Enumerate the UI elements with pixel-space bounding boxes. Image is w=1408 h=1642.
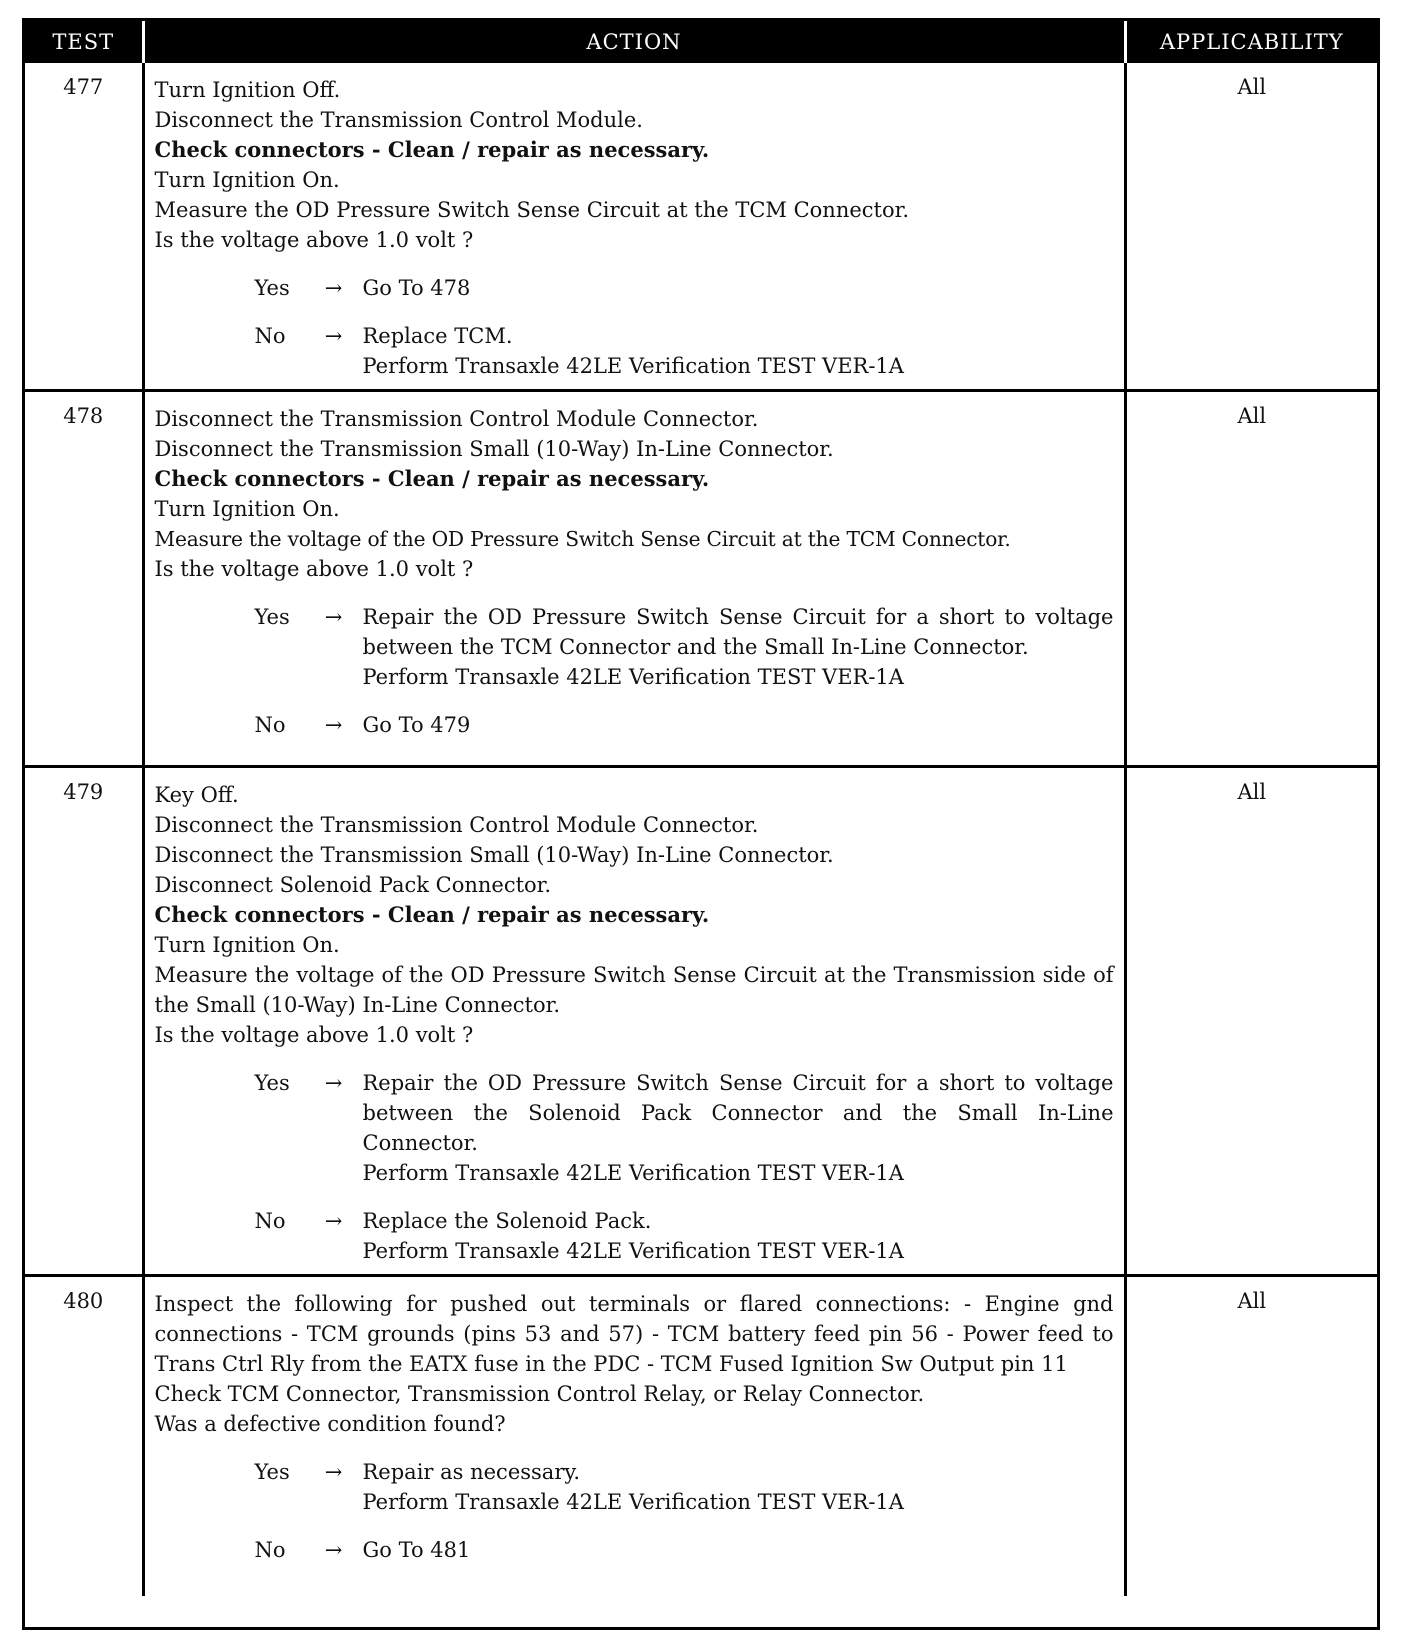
answer-no <box>255 710 1114 740</box>
answer-result <box>363 1068 1114 1188</box>
answer-label: Yes <box>254 1071 290 1095</box>
answer-label: No <box>254 324 286 348</box>
applicability-value: All <box>1125 63 1377 391</box>
answer-yes <box>255 1457 1114 1517</box>
action-step: Inspect the following for pushed out terminals or flared connections: - Engine gnd connections - TCM grounds (pins 53 and 57) - TCM battery feed pin 56 - Power feed to Trans Ctrl Rly from the EATX fuse in the PDC - TCM Fused Ignition Sw Output pin 11 <box>154 1292 1114 1376</box>
action-question: Was a defective condition found? <box>154 1412 506 1436</box>
arrow-icon: → <box>324 1460 343 1484</box>
test-number: 480 <box>25 1276 143 1596</box>
check-connectors-note: Check connectors - Clean / repair as necessary. <box>154 902 710 927</box>
action-cell <box>143 767 1125 1276</box>
answer-result <box>363 710 1114 740</box>
answer-result <box>363 1457 1114 1517</box>
arrow-icon: → <box>324 1538 343 1562</box>
table-row-477 <box>25 63 1377 391</box>
action-step: Disconnect the Transmission Control Module Connector. <box>154 813 759 837</box>
action-cell <box>143 63 1125 391</box>
answer-no <box>255 321 1114 381</box>
arrow-icon: → <box>324 324 343 348</box>
header-test: TEST <box>25 21 143 63</box>
action-step: Disconnect the Transmission Small (10-Way) In-Line Connector. <box>154 437 834 461</box>
action-step: Turn Ignition On. <box>154 497 340 521</box>
test-table <box>25 21 1377 1596</box>
result-line: Perform Transaxle 42LE Verification TEST VER-1A <box>362 1490 904 1514</box>
arrow-icon: → <box>324 713 343 737</box>
action-question: Is the voltage above 1.0 volt ? <box>154 228 474 252</box>
result-line: Replace TCM. <box>362 324 513 348</box>
arrow-icon: → <box>324 276 343 300</box>
answer-label: No <box>254 1209 286 1233</box>
applicability-value: All <box>1125 391 1377 767</box>
action-step: Turn Ignition On. <box>154 168 340 192</box>
answer-no <box>255 1206 1114 1266</box>
action-cell <box>143 1276 1125 1596</box>
result-line: Perform Transaxle 42LE Verification TEST VER-1A <box>362 1239 904 1263</box>
result-line: Perform Transaxle 42LE Verification TEST VER-1A <box>362 354 904 378</box>
test-number: 477 <box>25 63 143 391</box>
action-step: Disconnect the Transmission Control Module. <box>154 108 643 132</box>
test-number: 479 <box>25 767 143 1276</box>
table-row-480 <box>25 1276 1377 1596</box>
result-line: Repair as necessary. <box>362 1460 581 1484</box>
action-question: Is the voltage above 1.0 volt ? <box>154 1023 474 1047</box>
applicability-value: All <box>1125 1276 1377 1596</box>
answer-label: Yes <box>254 1460 290 1484</box>
result-line: Repair the OD Pressure Switch Sense Circuit for a short to voltage between the Solenoid Pack Connector and the Small In-Line Connector. <box>362 1071 1114 1155</box>
answer-label: No <box>254 713 286 737</box>
result-line: Go To 479 <box>362 713 471 737</box>
answer-yes <box>255 273 1114 303</box>
answer-result <box>363 1206 1114 1266</box>
action-step: Disconnect Solenoid Pack Connector. <box>154 873 552 897</box>
action-step: Measure the voltage of the OD Pressure Switch Sense Circuit at the Transmission side of the Small (10-Way) In-Line Connector. <box>154 963 1114 1017</box>
action-step: Check TCM Connector, Transmission Control Relay, or Relay Connector. <box>154 1382 925 1406</box>
arrow-icon: → <box>324 1071 343 1095</box>
table-row-478 <box>25 391 1377 767</box>
answer-yes <box>255 1068 1114 1188</box>
applicability-value: All <box>1125 767 1377 1276</box>
check-connectors-note: Check connectors - Clean / repair as necessary. <box>154 466 710 491</box>
arrow-icon: → <box>324 605 343 629</box>
action-question: Is the voltage above 1.0 volt ? <box>154 557 474 581</box>
action-step: Measure the voltage of the OD Pressure Switch Sense Circuit at the TCM Connector. <box>154 527 1011 551</box>
result-line: Perform Transaxle 42LE Verification TEST VER-1A <box>362 665 904 689</box>
answer-result <box>363 273 1114 303</box>
header-applicability: APPLICABILITY <box>1125 21 1377 63</box>
result-line: Go To 481 <box>362 1538 471 1562</box>
answer-no <box>255 1535 1114 1565</box>
arrow-icon: → <box>324 1209 343 1233</box>
test-number: 478 <box>25 391 143 767</box>
result-line: Replace the Solenoid Pack. <box>362 1209 652 1233</box>
answer-label: No <box>254 1538 286 1562</box>
action-step: Turn Ignition On. <box>154 933 340 957</box>
header-action: ACTION <box>143 21 1125 63</box>
action-step: Disconnect the Transmission Control Module Connector. <box>154 407 759 431</box>
action-step: Disconnect the Transmission Small (10-Way) In-Line Connector. <box>154 843 834 867</box>
answer-yes <box>255 602 1114 692</box>
result-line: Perform Transaxle 42LE Verification TEST VER-1A <box>362 1161 904 1185</box>
action-cell <box>143 391 1125 767</box>
answer-result <box>363 321 1114 381</box>
result-line: Go To 478 <box>362 276 471 300</box>
table-header-row <box>25 21 1377 63</box>
diagnostic-test-table <box>22 18 1380 1630</box>
action-step: Measure the OD Pressure Switch Sense Circuit at the TCM Connector. <box>154 198 910 222</box>
answer-label: Yes <box>254 276 290 300</box>
answer-result <box>363 1535 1114 1565</box>
result-line: Repair the OD Pressure Switch Sense Circuit for a short to voltage between the TCM Connector and the Small In-Line Connector. <box>362 605 1114 659</box>
table-row-479 <box>25 767 1377 1276</box>
answer-label: Yes <box>254 605 290 629</box>
answer-result <box>363 602 1114 692</box>
check-connectors-note: Check connectors - Clean / repair as necessary. <box>154 137 710 162</box>
action-step: Key Off. <box>154 783 239 807</box>
action-step: Turn Ignition Off. <box>154 78 341 102</box>
